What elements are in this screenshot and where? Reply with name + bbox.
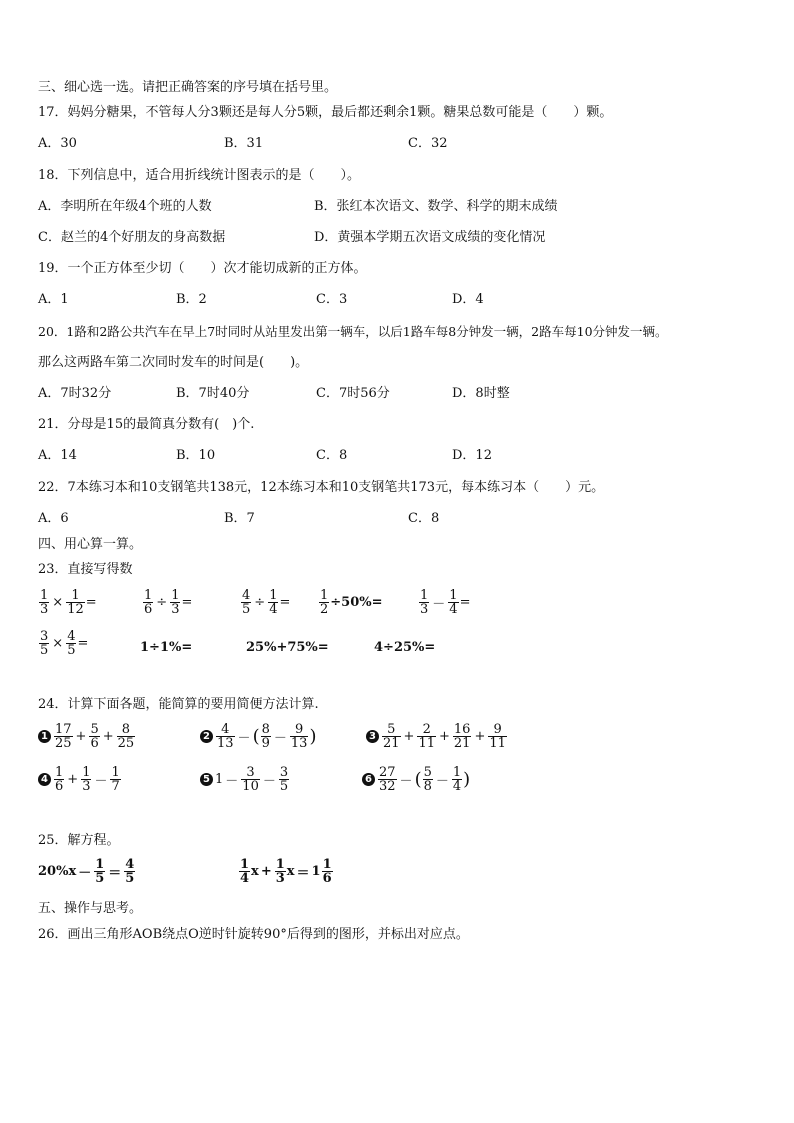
q24-expr-2: 2 $\frac{4}{13}$ － ( $\frac{8}{9}$ － $\frac{9}{13}$ ) xyxy=(200,723,316,750)
q18-option-a: A．李明所在年级4个班的人数 xyxy=(38,199,212,214)
q22-option-b: B．7 xyxy=(224,511,255,526)
section4-title: 四、用心算一算。 xyxy=(38,537,143,552)
q25-equation-2: $\frac{1}{4}$ x + $\frac{1}{3}$ x ＝ 1 $\frac{1}{6}$ xyxy=(240,857,332,886)
q23-item-c: $\frac{4}{5}$ ÷ $\frac{1}{4}$ = xyxy=(242,588,291,617)
q20-option-c: C．7时56分 xyxy=(316,386,390,401)
q23-item-d: $\frac{1}{2}$ ÷50%= xyxy=(320,588,383,617)
q22-option-c: C．8 xyxy=(408,511,440,526)
circled-number-4: 4 xyxy=(38,773,51,786)
q26-stem: 26．画出三角形AOB绕点O逆时针旋转90°后得到的图形，并标出对应点。 xyxy=(38,927,469,942)
q21-stem: 21．分母是15的最简真分数有( )个. xyxy=(38,417,255,432)
q24-expr-3: 3 $\frac{5}{21}$ + $\frac{2}{11}$ + $\frac{16}{21}$ + $\frac{9}{11}$ xyxy=(366,723,508,750)
q19-option-c: C．3 xyxy=(316,292,348,307)
q23-item-i: 4÷25%= xyxy=(374,640,436,655)
q23-item-a: $\frac{1}{3}$ × $\frac{1}{12}$ = xyxy=(40,588,97,617)
section3-title: 三、细心选一选。请把正确答案的序号填在括号里。 xyxy=(38,80,338,95)
q17-option-b: B．31 xyxy=(224,136,264,151)
q25-title: 25．解方程。 xyxy=(38,833,120,848)
q24-title: 24．计算下面各题，能简算的要用简便方法计算. xyxy=(38,697,319,712)
q19-stem: 19．一个正方体至少切（ ）次才能切成新的正方体。 xyxy=(38,261,367,276)
q20-stem-line1: 20．1路和2路公共汽车在早上7时同时从站里发出第一辆车，以后1路车每8分钟发一辆，2路车每10分钟发一辆。 xyxy=(38,324,668,339)
q23-item-h: 25%+75%= xyxy=(246,640,329,655)
q21-option-d: D．12 xyxy=(452,448,492,463)
q19-option-d: D．4 xyxy=(452,292,484,307)
circled-number-3: 3 xyxy=(366,730,379,743)
q24-expr-6: 6 $\frac{27}{32}$ － ( $\frac{5}{8}$ － $\frac{1}{4}$ ) xyxy=(362,766,470,793)
q24-expr-1: 1 $\frac{17}{25}$ + $\frac{5}{6}$ + $\frac{8}{25}$ xyxy=(38,723,136,750)
q23-title: 23．直接写得数 xyxy=(38,562,133,577)
q17-option-c: C．32 xyxy=(408,136,448,151)
q21-option-a: A．14 xyxy=(38,448,77,463)
q23-item-b: $\frac{1}{6}$ ÷ $\frac{1}{3}$ = xyxy=(144,588,193,617)
q24-expr-4: 4 $\frac{1}{6}$ + $\frac{1}{3}$ － $\frac{1}{7}$ xyxy=(38,766,122,793)
q18-option-b: B．张红本次语文、数学、科学的期末成绩 xyxy=(314,199,558,214)
circled-number-1: 1 xyxy=(38,730,51,743)
circled-number-2: 2 xyxy=(200,730,213,743)
circled-number-6: 6 xyxy=(362,773,375,786)
q23-item-g: 1÷1%= xyxy=(140,640,193,655)
q22-stem: 22．7本练习本和10支钢笔共138元，12本练习本和10支钢笔共173元，每本练习本（ ）元。 xyxy=(38,480,605,495)
q20-option-a: A．7时32分 xyxy=(38,386,112,401)
q22-option-a: A．6 xyxy=(38,511,69,526)
q25-equation-1: 20%x － $\frac{1}{5}$ ＝ $\frac{4}{5}$ xyxy=(38,857,135,886)
q18-stem: 18．下列信息中，适合用折线统计图表示的是（ ）。 xyxy=(38,168,361,183)
q23-item-e: $\frac{1}{3}$ － $\frac{1}{4}$ = xyxy=(420,588,471,617)
q18-option-c: C．赵兰的4个好朋友的身高数据 xyxy=(38,230,226,245)
q23-item-f: $\frac{3}{5}$ × $\frac{4}{5}$ = xyxy=(40,629,89,658)
q21-option-b: B．10 xyxy=(176,448,216,463)
q19-option-a: A．1 xyxy=(38,292,69,307)
q21-option-c: C．8 xyxy=(316,448,348,463)
q18-option-d: D．黄强本学期五次语文成绩的变化情况 xyxy=(314,230,546,245)
q20-option-d: D．8时整 xyxy=(452,386,510,401)
q19-option-b: B．2 xyxy=(176,292,207,307)
section5-title: 五、操作与思考。 xyxy=(38,901,143,916)
q24-expr-5: 5 1 － $\frac{3}{10}$ － $\frac{3}{5}$ xyxy=(200,766,290,793)
q20-option-b: B．7时40分 xyxy=(176,386,250,401)
q20-stem-line2: 那么这两路车第二次同时发车的时间是( )。 xyxy=(38,355,309,370)
circled-number-5: 5 xyxy=(200,773,213,786)
q17-stem: 17．妈妈分糖果，不管每人分3颗还是每人分5颗，最后都还剩余1颗。糖果总数可能是（ ）颗。 xyxy=(38,105,613,120)
q17-option-a: A．30 xyxy=(38,136,77,151)
